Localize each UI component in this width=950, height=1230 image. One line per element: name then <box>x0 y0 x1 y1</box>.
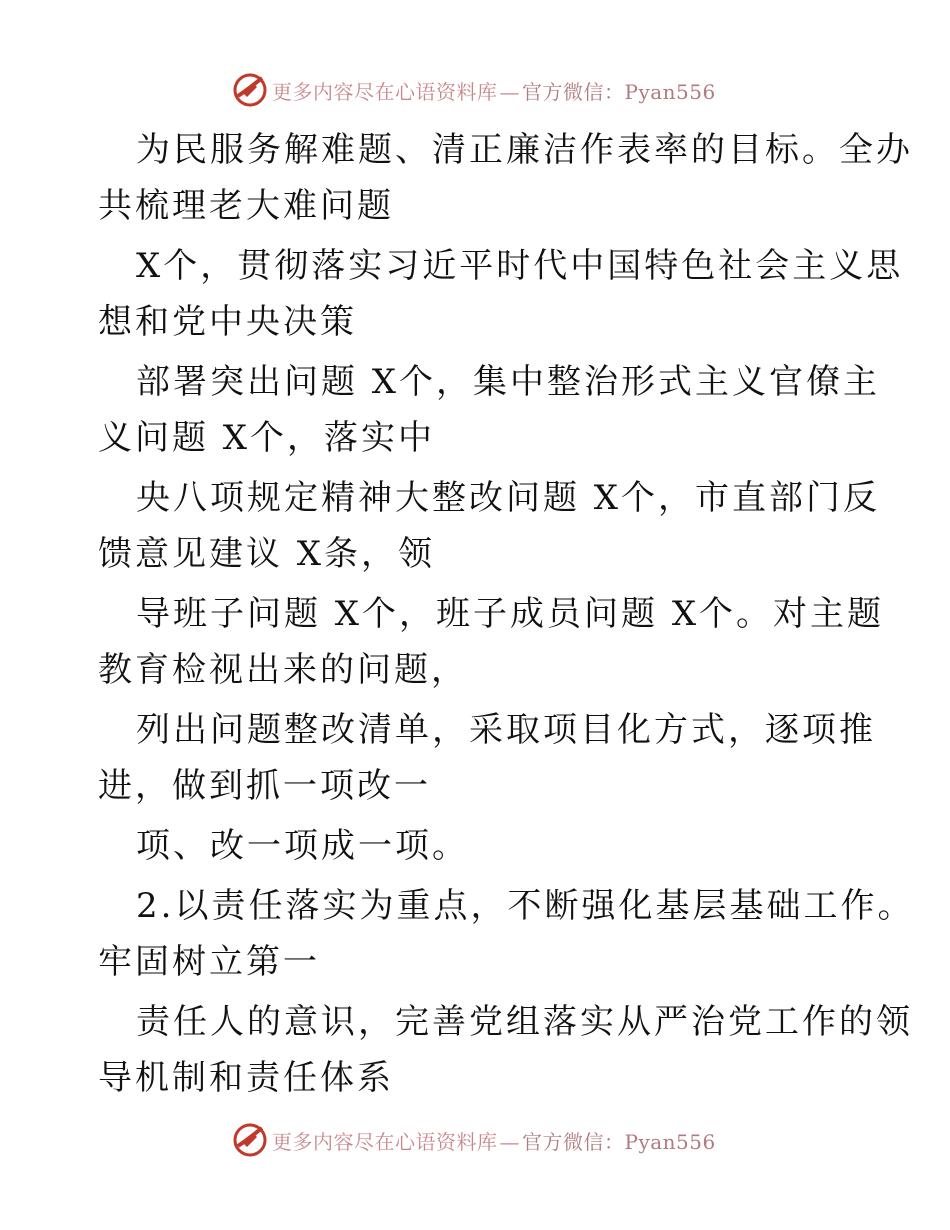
header-banner <box>232 70 716 110</box>
text-line: 义问题 X个，落实中 <box>98 418 436 458</box>
text-line: 为民服务解难题、清正廉洁作表率的目标。全办 <box>136 130 913 170</box>
wechat-id: Pyan556 <box>624 79 716 104</box>
text-line: X个，贯彻落实习近平时代中国特色社会主义思 <box>136 246 904 286</box>
text-line: 进，做到抓一项改一 <box>98 766 431 806</box>
footer-banner <box>232 1120 716 1160</box>
banner-text: 更多内容尽在心语资料库 <box>272 1129 498 1154</box>
banner-separator: — <box>499 79 520 104</box>
banner-separator: — <box>499 1129 520 1154</box>
pen-logo-icon <box>232 72 268 108</box>
text-line: 牢固树立第一 <box>98 942 320 982</box>
text-line: 2.以责任落实为重点，不断强化基层基础工作。 <box>136 886 915 926</box>
text-line: 央八项规定精神大整改问题 X个，市直部门反 <box>136 478 881 518</box>
banner-text: 更多内容尽在心语资料库 <box>272 79 498 104</box>
text-line: 项、改一项成一项。 <box>136 826 469 866</box>
text-line: 共梳理老大难问题 <box>98 186 394 226</box>
wechat-label: 官方微信： <box>522 1129 625 1154</box>
wechat-id: Pyan556 <box>624 1129 716 1154</box>
text-line: 想和党中央决策 <box>98 302 357 342</box>
pen-logo-icon <box>232 1122 268 1158</box>
wechat-label: 官方微信： <box>522 79 625 104</box>
text-line: 部署突出问题 X个，集中整治形式主义官僚主 <box>136 362 881 402</box>
text-line: 列出问题整改清单，采取项目化方式，逐项推 <box>136 710 876 750</box>
text-line: 教育检视出来的问题， <box>98 650 468 690</box>
text-line: 馈意见建议 X条，领 <box>98 534 436 574</box>
text-line: 导机制和责任体系 <box>98 1058 394 1098</box>
text-line: 导班子问题 X个，班子成员问题 X个。对主题 <box>136 594 885 634</box>
text-line: 责任人的意识，完善党组落实从严治党工作的领 <box>136 1002 913 1042</box>
